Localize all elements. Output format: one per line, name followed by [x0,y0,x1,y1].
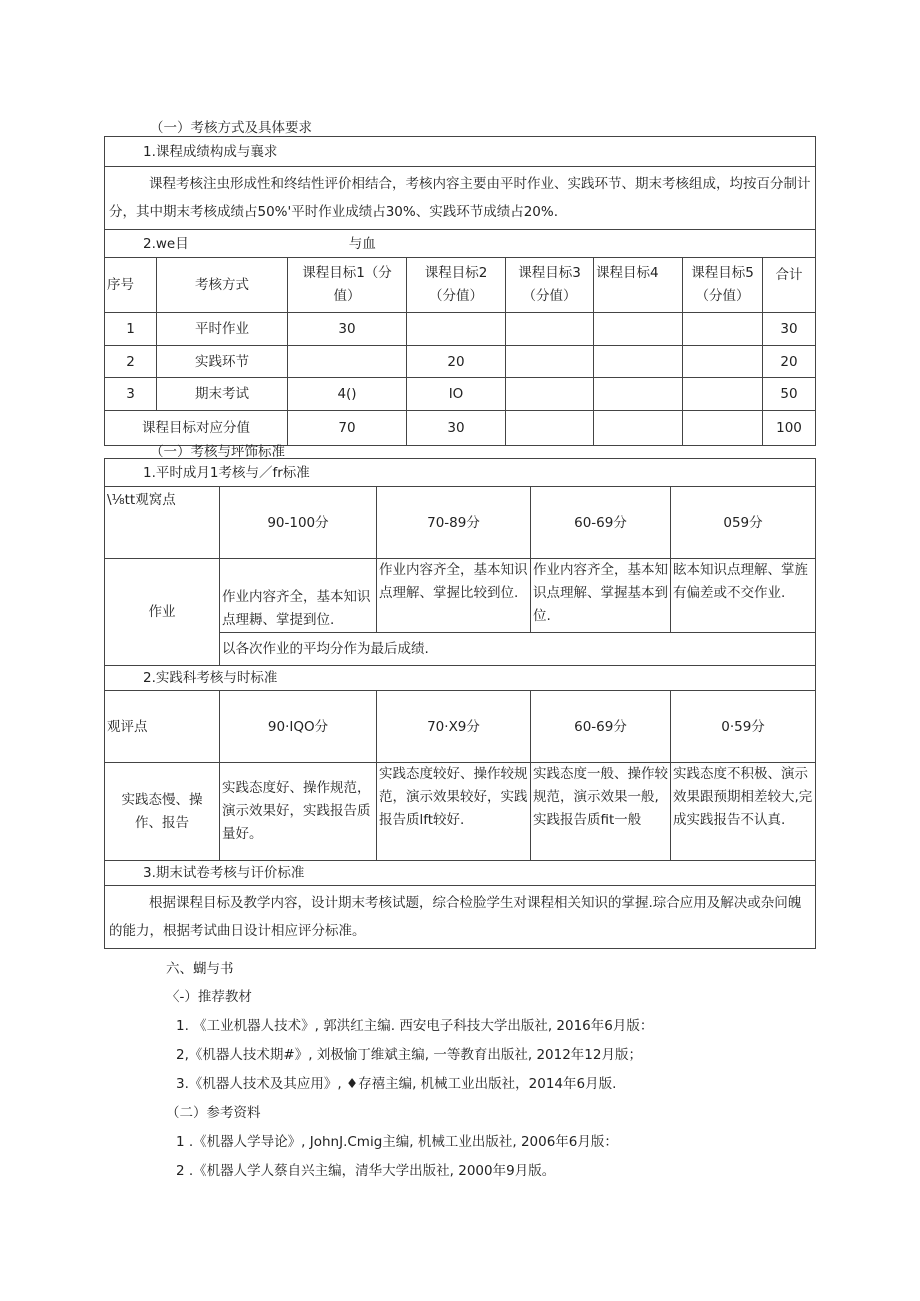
cell: 实践态度较好、操作较规范，演示效果较好，实践报告质lft较好. [377,763,531,861]
grade-header: 0·59分 [671,691,816,763]
cell [594,378,683,411]
cell: 1 [105,313,157,346]
grade-header: 70-89分 [377,487,531,559]
cell: 30 [407,411,506,446]
row-label: 作业 [105,559,220,666]
cell [594,346,683,378]
cell: 作业内容齐全，基本知识点理解、掌握基本到位. [531,559,671,633]
cell [594,313,683,346]
table-row [105,763,816,861]
cell: 4() [288,378,407,411]
cell [506,411,594,446]
corner-cell: \⅛tt观窝点 [105,487,220,559]
assessment-table [104,136,816,446]
recommended-item: 2,《机器人技术期#》, 刘极愉丁维斌主编, 一等教育出版社, 2012年12月版； [176,1047,642,1063]
cell: 眩本知识点理解、掌旌有偏差或不交作业. [671,559,816,633]
cell: 实践态度不积极、演示效果跟预期相差较大,完成实践报告不认真. [671,763,816,861]
cell: 实践态度好、操作规范，演示效果好，实践报告质量好。 [220,763,377,861]
header-cell: 序号 [105,258,157,313]
cell: 3 [105,378,157,411]
cell: 作业内容齐全，基本知识点理解、掌握比较到位. [377,559,531,633]
cell [683,411,763,446]
recommended-heading: 〈-）推荐教材 [166,989,252,1005]
table-row [105,346,816,378]
cell: 20 [407,346,506,378]
cell: 课程目标对应分值 [105,411,288,446]
table-header-row [105,487,816,559]
subtitle-part: 与血 [348,235,376,252]
cell: 30 [288,313,407,346]
header-cell: 课程目标5（分值） [683,258,763,313]
note-cell: 以各次作业的平均分作为最后成绩. [220,633,816,666]
header-cell: 课程目标3（分值） [506,258,594,313]
grade-header: 90-100分 [220,487,377,559]
table-row [105,313,816,346]
cell: IO [407,378,506,411]
exam-paragraph: 根据课程目标及教学内容，设计期末考核试题，综合检脸学生对课程相关知识的掌握.琮合应用及解决或杂问魄的能力，根据考试曲日设计相应评分标准。 [105,886,816,949]
cell: 实践环节 [157,346,288,378]
standards-table [104,458,816,949]
header-cell: 课程目标1（分值） [288,258,407,313]
grade-header: 60-69分 [531,691,671,763]
grade-header: 90·IQO分 [220,691,377,763]
grade-header: 059分 [671,487,816,559]
cell [683,313,763,346]
table-title: 2.实践科考核与时标准 [105,666,816,691]
recommended-item: 1. 《工业机器人技术》, 郭洪红主编. 西安电子科技大学出版社, 2016年6月版： [176,1018,654,1034]
cell: 期末考试 [157,378,288,411]
cell: 70 [288,411,407,446]
table-row [105,378,816,411]
cell [506,313,594,346]
reference-item: 2 .《机器人学人蔡自兴主编，清华大学出版社, 2000年9月版。 [176,1163,556,1179]
table-subtitle [105,230,816,258]
grade-header: 60-69分 [531,487,671,559]
table-title: 3.期末试卷考核与讦价标准 [105,861,816,886]
cell: 2 [105,346,157,378]
reference-item: 1 .《机器人学导论》, JohnJ.Cmig主编, 机械工业出版社, 2006年6月版： [176,1134,618,1150]
table-row [105,559,816,633]
grade-header: 70·X9分 [377,691,531,763]
table-header-row [105,691,816,763]
cell: 50 [763,378,816,411]
header-cell: 课程目标4 [594,258,683,313]
table-title: 1.课程成绩构成与襄求 [105,137,816,167]
cell [594,411,683,446]
cell: 30 [763,313,816,346]
header-cell: 合计 [763,258,816,313]
grading-paragraph: 课程考核注虫形成性和终结性评价相结合，考核内容主要由平时作业、实践环节、期末考核组成，均按百分制计分，其中期末考核成绩占50%'平时作业成绩占30%、实践环节成绩占20%. [105,167,816,230]
cell [506,378,594,411]
table-title: 1.平时成月1考核与／fr标准 [105,459,816,487]
cell: 20 [763,346,816,378]
books-heading: 六、蝴与书 [166,961,234,977]
cell [288,346,407,378]
cell [683,378,763,411]
subtitle-part: 2.we目 [143,235,189,252]
cell [683,346,763,378]
cell: 100 [763,411,816,446]
cell: 实践态度一般、操作较规范，演示效果一般,实践报告质fit一般 [531,763,671,861]
corner-cell: 观评点 [105,691,220,763]
section-heading-assessment: （一）考核方式及具体要求 [150,120,312,136]
cell [506,346,594,378]
section-heading-standards: （一）考核与坪饰标准 [150,444,285,460]
table-header-row [105,258,816,313]
header-cell: 课程目标2（分值） [407,258,506,313]
cell: 作业内容齐全，基本知识点理耨、掌提到位. [220,559,377,633]
row-label: 实践态慢、操作、报告 [105,763,220,861]
reference-heading: （二）参考资料 [166,1105,261,1121]
recommended-item: 3.《机器人技术及其应用》, ♦存禧主编, 机械工业出版社，2014年6月版. [176,1076,617,1092]
header-cell: 考核方式 [157,258,288,313]
cell: 平时作业 [157,313,288,346]
cell [407,313,506,346]
